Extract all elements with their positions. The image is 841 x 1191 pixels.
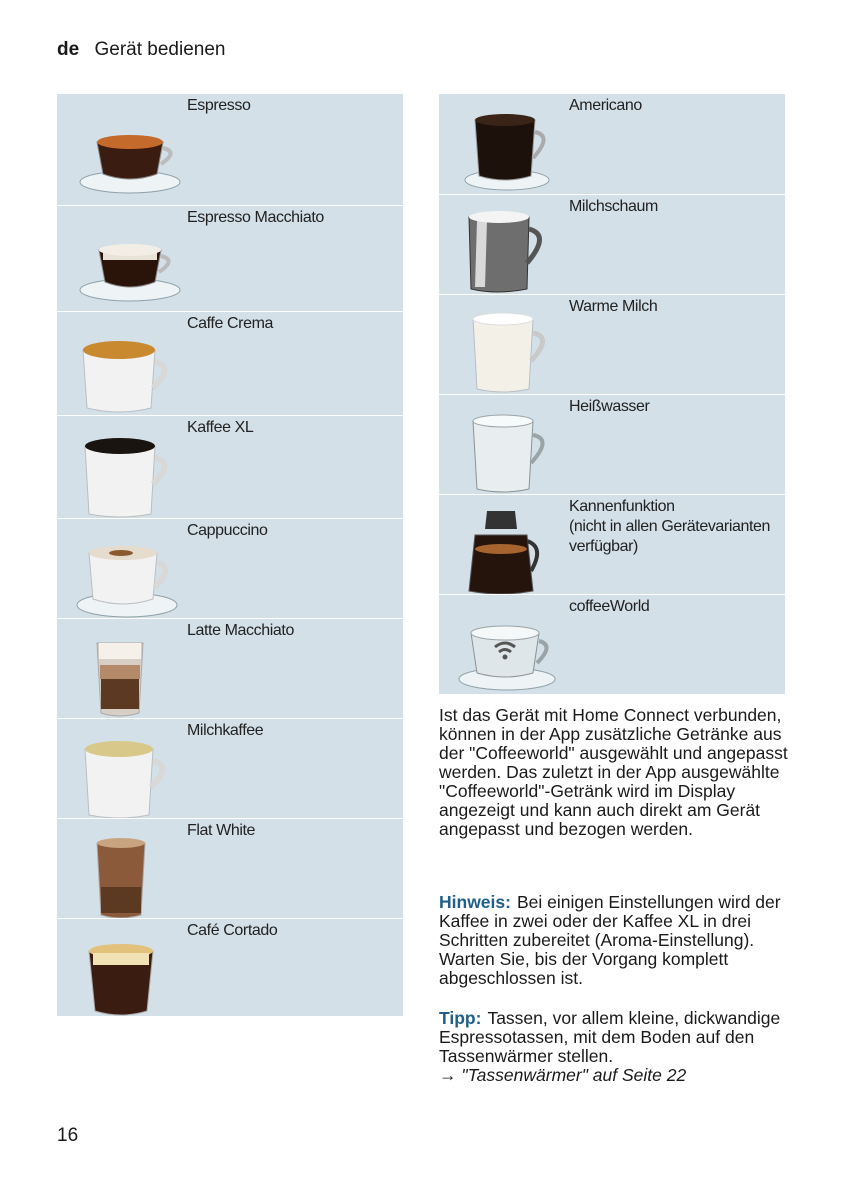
drink-label: Espresso (187, 97, 251, 114)
latte-macchiato-glass-icon (75, 631, 185, 721)
drink-label-line3: verfügbar) (569, 538, 638, 555)
intro-paragraph: Ist das Gerät mit Home Connect verbunden, können in der App zusätzliche Getränke aus der "Coffeeworld" ausgewählt und angepasst werden. Das zuletzt in der App ausgewählte "Coffeeworld"-Getränk wird im Display angezeigt und kann auch direkt am Gerät angepasst und bezogen werden. (439, 705, 788, 839)
tip-paragraph (439, 1009, 789, 1085)
cappuccino-cup-icon (75, 531, 185, 621)
drink-label: Milchschaum (569, 198, 658, 215)
flat-white-glass-icon (75, 831, 185, 921)
drink-label (569, 497, 770, 557)
tip-label: Tipp: (439, 1008, 482, 1028)
drink-row-caffe-crema (57, 311, 403, 415)
caffe-crema-cup-icon (75, 324, 185, 414)
drink-label: Cappuccino (187, 522, 268, 539)
drink-label: Heißwasser (569, 398, 650, 415)
drink-row-flat-white (57, 818, 403, 918)
drink-row-espresso (57, 94, 403, 205)
drink-row-warme-milch (439, 294, 785, 394)
hint-text: Bei einigen Einstellungen wird der Kaffee in zwei oder der Kaffee XL in drei Schritten zubereitet (Aroma-Einstellung). Warten Sie, bis der Vorgang komplett abgeschlossen ist. (439, 892, 781, 988)
hint-paragraph (439, 893, 789, 988)
drink-row-espresso-macchiato (57, 205, 403, 311)
drink-row-kaffee-xl (57, 415, 403, 518)
drink-label-line1: Kannenfunktion (569, 498, 675, 515)
drink-table-right (439, 94, 785, 694)
drink-row-americano (439, 94, 785, 194)
drink-label: Latte Macchiato (187, 622, 294, 639)
drink-row-milchschaum (439, 194, 785, 294)
drink-label: Milchkaffee (187, 722, 264, 739)
drink-label: coffeeWorld (569, 598, 650, 615)
espresso-macchiato-cup-icon (75, 218, 185, 308)
page-reference-link[interactable]: "Tassenwärmer" auf Seite 22 (461, 1065, 687, 1085)
drink-label: Americano (569, 97, 642, 114)
drink-label: Flat White (187, 822, 256, 839)
cafe-cortado-glass-icon (75, 931, 185, 1021)
warm-milk-cup-icon (457, 307, 567, 397)
section-title: Gerät bedienen (94, 39, 226, 60)
arrow-icon: → (439, 1065, 457, 1085)
tip-text: Tassen, vor allem kleine, dickwandige Espressotassen, mit dem Boden auf den Tassenwärmer stellen. (439, 1008, 781, 1066)
drink-label: Café Cortado (187, 922, 278, 939)
language-code: de (57, 39, 80, 60)
espresso-cup-icon (75, 106, 185, 196)
kaffee-xl-cup-icon (75, 428, 185, 518)
drink-table-left (57, 94, 403, 1016)
hint-label: Hinweis: (439, 892, 511, 912)
drink-row-heisswasser (439, 394, 785, 494)
hot-water-cup-icon (457, 407, 567, 497)
drink-row-coffeeworld (439, 594, 785, 694)
drink-label-line2: (nicht in allen Gerätevarianten (569, 518, 771, 535)
americano-cup-icon (457, 106, 567, 196)
page-header (57, 39, 225, 61)
drink-label: Warme Milch (569, 298, 658, 315)
drink-row-milchkaffee (57, 718, 403, 818)
drink-row-cappuccino (57, 518, 403, 618)
drink-row-cafe-cortado (57, 918, 403, 1016)
coffee-pot-icon (457, 507, 567, 597)
drink-row-kannenfunktion (439, 494, 785, 594)
milchkaffee-cup-icon (75, 731, 185, 821)
page-number: 16 (57, 1125, 79, 1146)
drink-label: Kaffee XL (187, 419, 254, 436)
drink-label: Caffe Crema (187, 315, 274, 332)
drink-label: Espresso Macchiato (187, 209, 324, 226)
milk-jug-icon (457, 207, 567, 297)
drink-row-latte-macchiato (57, 618, 403, 718)
coffeeworld-cup-icon (457, 607, 567, 697)
